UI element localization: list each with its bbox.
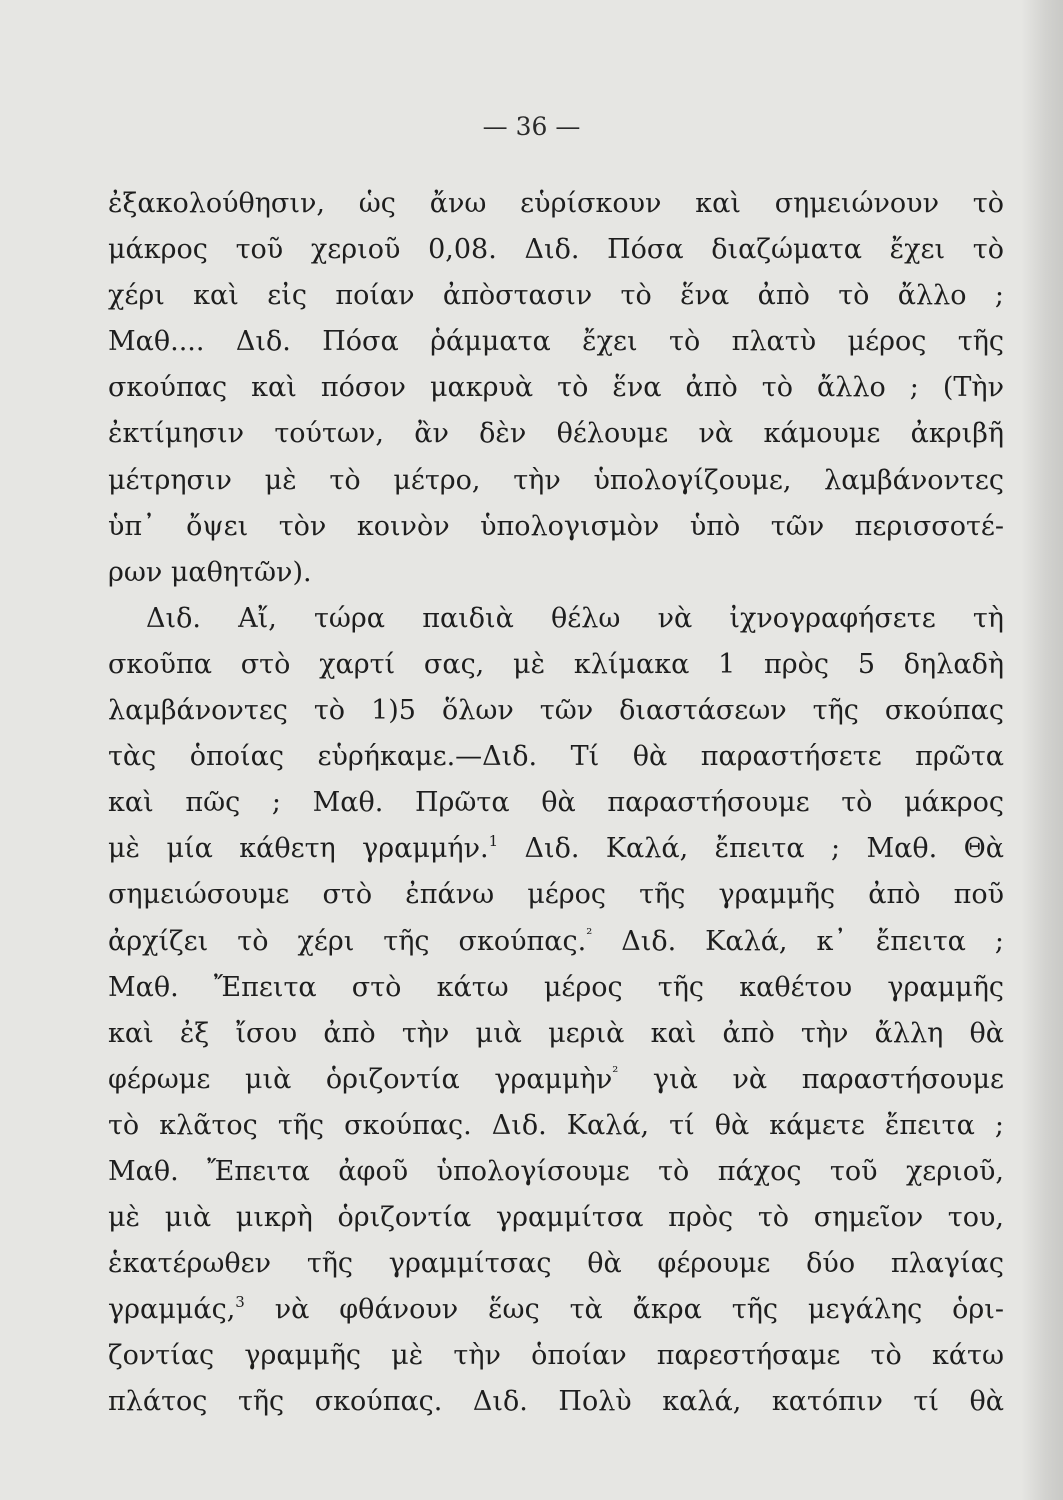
text-segment: μάκρος τοῦ χεριοῦ 0,08. Διδ. Πόσα διαζώματα ἔχει τὸ bbox=[108, 234, 1004, 266]
text-segment: γιὰ νὰ παραστήσουμε bbox=[618, 1063, 1004, 1095]
footnote-marker: ² bbox=[612, 1062, 619, 1081]
text-segment: σκούπας καὶ πόσον μακρυὰ τὸ ἕνα ἀπὸ τὸ ἄλλο ; (Τὴν bbox=[108, 372, 1004, 404]
text-line bbox=[108, 319, 1004, 365]
text-segment: καὶ πῶς ; Μαθ. Πρῶτα θὰ παραστήσουμε τὸ μάκρος bbox=[108, 787, 1004, 819]
text-segment: τὰς ὁποίας εὑρήκαμε.—Διδ. Τί θὰ παραστήσετε πρῶτα bbox=[108, 741, 1004, 773]
text-line bbox=[108, 919, 1004, 965]
body-text bbox=[108, 181, 1004, 1426]
text-segment: λαμβάνοντες τὸ 1)5 ὅλων τῶν διαστάσεων τῆς σκούπας bbox=[108, 695, 1004, 727]
text-segment: χέρι καὶ εἰς ποίαν ἀπὸστασιν τὸ ἕνα ἀπὸ τὸ ἄλλο ; bbox=[108, 280, 1004, 312]
text-line bbox=[108, 872, 1004, 918]
text-line bbox=[108, 642, 1004, 688]
text-segment: τὸ κλᾶτος τῆς σκούπας. Διδ. Καλά, τί θὰ κάμετε ἔπειτα ; bbox=[108, 1109, 1004, 1141]
text-segment: καὶ ἐξ ἴσου ἀπὸ τὴν μιὰ μεριὰ καὶ ἀπὸ τὴν ἄλλη θὰ bbox=[108, 1017, 1004, 1049]
text-line bbox=[108, 1287, 1004, 1333]
text-segment: ἐκτίμησιν τούτων, ἂν δὲν θέλουμε νὰ κάμουμε ἀκριβῆ bbox=[108, 418, 1004, 450]
text-line bbox=[108, 780, 1004, 826]
text-segment: γραμμάς, bbox=[108, 1294, 236, 1326]
text-segment: πλάτος τῆς σκούπας. Διδ. Πολὺ καλά, κατόπιν τί θὰ bbox=[108, 1386, 1004, 1418]
text-line bbox=[108, 1195, 1004, 1241]
text-line bbox=[108, 1241, 1004, 1287]
text-segment: σκοῦπα στὸ χαρτί σας, μὲ κλίμακα 1 πρὸς 5 δηλαδὴ bbox=[108, 648, 1004, 680]
text-segment: σημειώσουμε στὸ ἐπάνω μέρος τῆς γραμμῆς ἀπὸ ποῦ bbox=[108, 879, 1004, 911]
text-segment: νὰ φθάνουν ἕως τὰ ἄκρα τῆς μεγάλης ὁρι- bbox=[244, 1294, 1004, 1326]
text-segment: Διδ. Αἴ, τώρα παιδιὰ θέλω νὰ ἰχνογραφήσετε τὴ bbox=[146, 602, 1004, 634]
text-segment: Διδ. Καλά, ἔπειτα ; Μαθ. Θὰ bbox=[498, 833, 1004, 865]
text-segment: φέρωμε μιὰ ὁριζοντία γραμμὴν bbox=[108, 1063, 613, 1095]
text-segment: μέτρησιν μὲ τὸ μέτρο, τὴν ὑπολογίζουμε, λαμβάνοντες bbox=[108, 464, 1004, 496]
text-line bbox=[108, 1379, 1004, 1425]
text-segment: ἑκατέρωθεν τῆς γραμμίτσας θὰ φέρουμε δύο πλαγίας bbox=[108, 1248, 1004, 1280]
text-line bbox=[108, 504, 1004, 550]
text-segment: Μαθ. Ἔπειτα στὸ κάτω μέρος τῆς καθέτου γραμμῆς bbox=[108, 971, 1004, 1003]
text-line bbox=[108, 458, 1004, 504]
text-segment: ἐξακολούθησιν, ὡς ἄνω εὑρίσκουν καὶ σημειώνουν τὸ bbox=[108, 188, 1004, 219]
text-segment: μὲ μιὰ μικρὴ ὁριζοντία γραμμίτσα πρὸς τὸ σημεῖον του, bbox=[108, 1202, 1004, 1234]
text-segment: Μαθ. Ἔπειτα ἀφοῦ ὑπολογίσουμε τὸ πάχος τοῦ χεριοῦ, bbox=[108, 1155, 1004, 1187]
text-line bbox=[108, 1011, 1004, 1057]
text-line bbox=[108, 688, 1004, 734]
text-line bbox=[108, 734, 1004, 780]
text-line bbox=[108, 1057, 1004, 1103]
text-segment: ρων μαθητῶν). bbox=[108, 556, 312, 588]
text-line bbox=[108, 1149, 1004, 1195]
text-line bbox=[108, 596, 1004, 642]
text-line bbox=[108, 965, 1004, 1011]
text-line bbox=[108, 227, 1004, 273]
text-segment: μὲ μία κάθετη γραμμήν. bbox=[108, 833, 489, 865]
text-line bbox=[108, 550, 1004, 596]
text-line bbox=[108, 273, 1004, 319]
text-line bbox=[108, 1103, 1004, 1149]
text-line bbox=[108, 365, 1004, 411]
text-segment: Μαθ.... Διδ. Πόσα ῥάμματα ἔχει τὸ πλατὺ μέρος τῆς bbox=[108, 326, 1004, 358]
footnote-marker: ² bbox=[586, 924, 593, 943]
text-segment: ζοντίας γραμμῆς μὲ τὴν ὁποίαν παρεστήσαμε τὸ κάτω bbox=[108, 1340, 1004, 1372]
page-edge-shadow bbox=[1021, 0, 1063, 1500]
text-segment: Διδ. Καλά, κ᾽ ἔπειτα ; bbox=[592, 925, 1005, 957]
text-line bbox=[108, 181, 1004, 227]
footnote-marker: 1 bbox=[488, 832, 499, 851]
text-line bbox=[108, 826, 1004, 872]
text-line bbox=[108, 411, 1004, 457]
text-line bbox=[108, 1333, 1004, 1379]
text-segment: ἀρχίζει τὸ χέρι τῆς σκούπας. bbox=[108, 925, 587, 957]
footnote-marker: 3 bbox=[235, 1293, 245, 1312]
page-number: — 36 — bbox=[482, 112, 581, 141]
text-segment: ὑπ᾽ ὄψει τὸν κοινὸν ὑπολογισμὸν ὑπὸ τῶν περισσοτέ- bbox=[108, 510, 1004, 542]
